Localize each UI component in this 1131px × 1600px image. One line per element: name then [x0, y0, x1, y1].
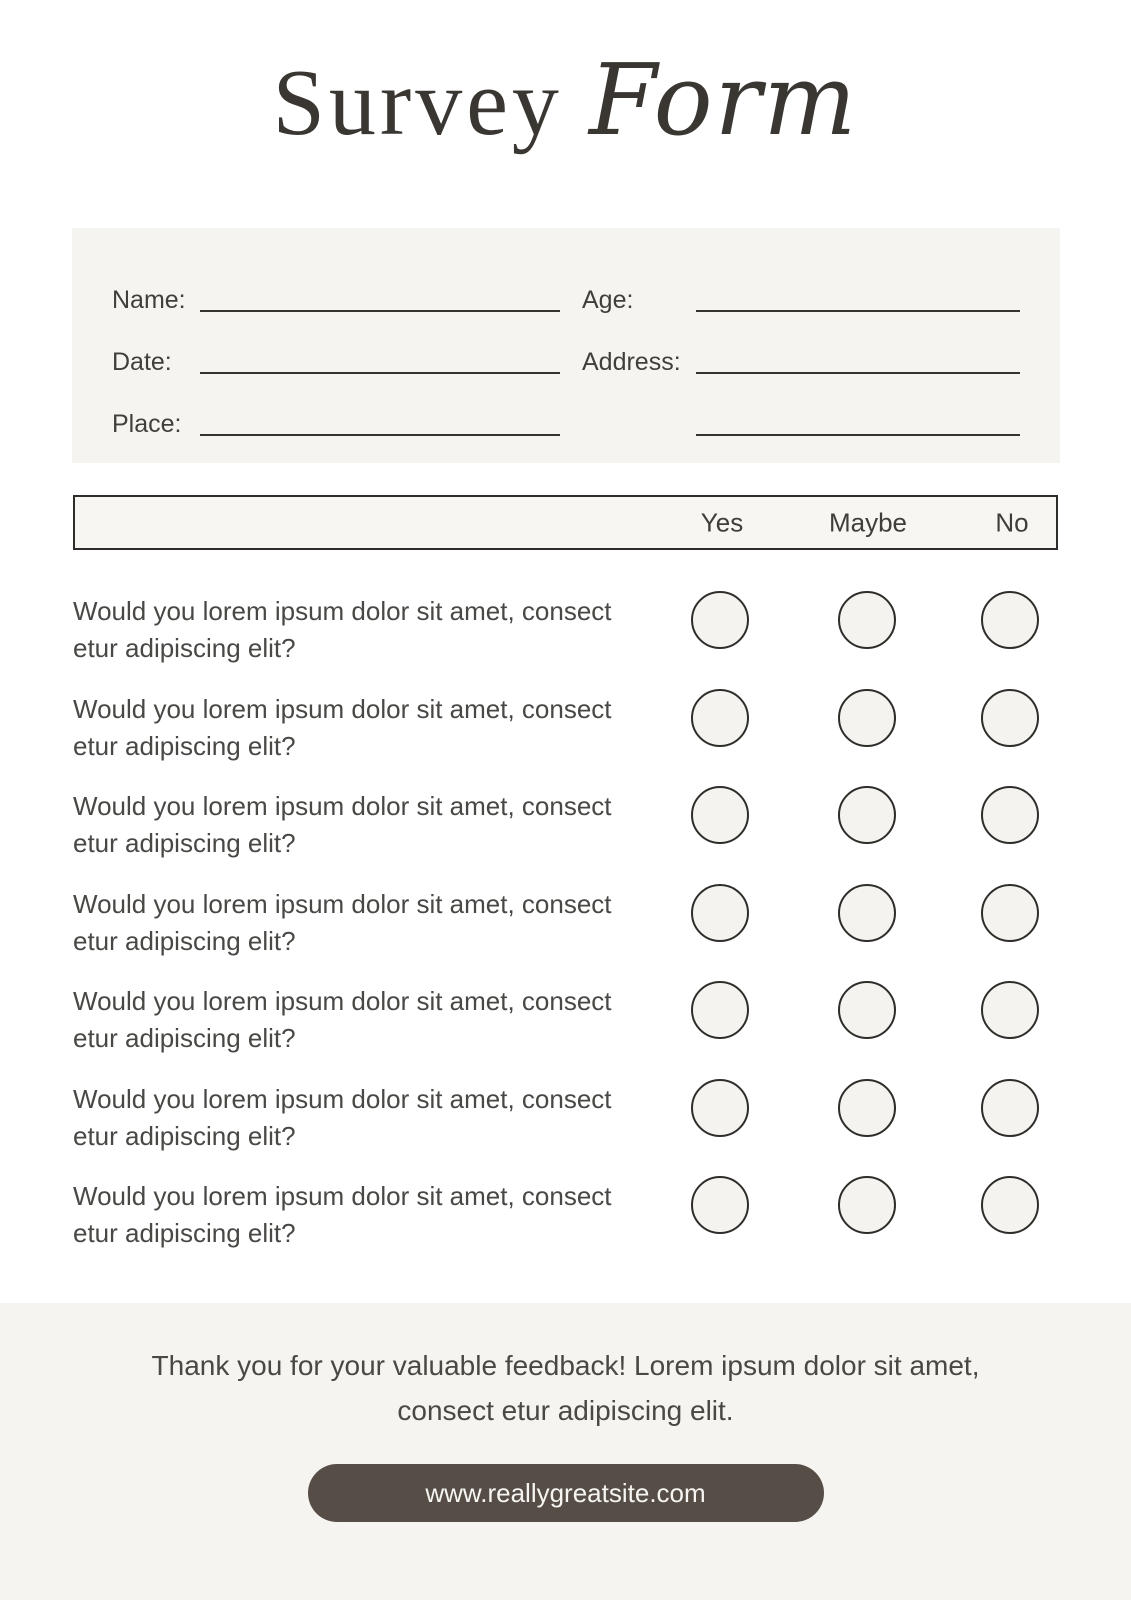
radio-no-q6[interactable]: [981, 1079, 1039, 1137]
name-label: Name:: [112, 286, 186, 314]
question-text: [73, 886, 638, 960]
question-text: [73, 593, 638, 667]
radio-maybe-q3[interactable]: [838, 786, 896, 844]
question-line2: etur adipiscing elit?: [73, 633, 296, 663]
website-url: www.reallygreatsite.com: [425, 1477, 706, 1508]
extra-input-line[interactable]: [696, 434, 1020, 436]
radio-yes-q4[interactable]: [691, 884, 749, 942]
question-text: [73, 983, 638, 1057]
radio-yes-q7[interactable]: [691, 1176, 749, 1234]
radio-no-q4[interactable]: [981, 884, 1039, 942]
date-field: [112, 316, 560, 378]
respondent-info-panel: [72, 228, 1060, 463]
date-input-line[interactable]: [200, 372, 560, 374]
extra-field: [582, 378, 1020, 440]
date-label: Date:: [112, 348, 172, 376]
place-field: [112, 378, 560, 440]
radio-no-q3[interactable]: [981, 786, 1039, 844]
title-word-form: Form: [588, 44, 859, 158]
radio-maybe-q2[interactable]: [838, 689, 896, 747]
radio-maybe-q6[interactable]: [838, 1079, 896, 1137]
question-line2: etur adipiscing elit?: [73, 1120, 296, 1151]
address-label: Address:: [582, 348, 681, 376]
question-line1: Would you lorem ipsum dolor sit amet, consect: [73, 791, 612, 821]
question-line2: etur adipiscing elit?: [73, 1218, 296, 1248]
radio-yes-q3[interactable]: [691, 786, 749, 844]
question-row-1: [73, 584, 1058, 682]
question-line1: Would you lorem ipsum dolor sit amet, consect: [73, 986, 612, 1016]
answers-header-bar: [73, 495, 1058, 550]
question-line2: etur adipiscing elit?: [73, 1023, 296, 1053]
question-text: [73, 1081, 638, 1155]
question-row-6: [73, 1072, 1058, 1170]
radio-maybe-q5[interactable]: [838, 981, 896, 1039]
page-title: [0, 44, 1131, 158]
radio-yes-q6[interactable]: [691, 1079, 749, 1137]
radio-yes-q5[interactable]: [691, 981, 749, 1039]
age-input-line[interactable]: [696, 310, 1020, 312]
name-input-line[interactable]: [200, 310, 560, 312]
column-header-no: No: [995, 507, 1029, 537]
question-line1: Would you lorem ipsum dolor sit amet, consect: [73, 1181, 612, 1211]
name-field: [112, 254, 560, 316]
question-row-3: [73, 779, 1058, 877]
radio-no-q7[interactable]: [981, 1176, 1039, 1234]
question-line1: Would you lorem ipsum dolor sit amet, consect: [73, 888, 612, 919]
question-line1: Would you lorem ipsum dolor sit amet, consect: [73, 693, 612, 724]
question-row-7: [73, 1169, 1058, 1267]
question-line1: Would you lorem ipsum dolor sit amet, consect: [73, 1083, 612, 1114]
question-text: [73, 788, 638, 862]
question-row-5: [73, 974, 1058, 1072]
question-text: [73, 1178, 638, 1252]
title-word-survey: Survey: [272, 51, 563, 155]
radio-maybe-q4[interactable]: [838, 884, 896, 942]
radio-yes-q2[interactable]: [691, 689, 749, 747]
radio-no-q2[interactable]: [981, 689, 1039, 747]
address-field: [582, 316, 1020, 378]
age-label: Age:: [582, 286, 634, 314]
question-line2: etur adipiscing elit?: [73, 828, 296, 858]
thank-you-text: Thank you for your valuable feedback! Lorem ipsum dolor sit amet, consect etur adipiscing elit.: [151, 1350, 980, 1426]
address-input-line[interactable]: [696, 372, 1020, 374]
place-input-line[interactable]: [200, 434, 560, 436]
question-text: [73, 691, 638, 765]
questions-list: [73, 584, 1058, 1267]
column-header-maybe: Maybe: [828, 507, 908, 537]
radio-yes-q1[interactable]: [691, 591, 749, 649]
question-line2: etur adipiscing elit?: [73, 730, 296, 761]
website-button[interactable]: [308, 1464, 824, 1522]
radio-no-q1[interactable]: [981, 591, 1039, 649]
info-fields-grid: [112, 254, 1020, 440]
place-label: Place:: [112, 410, 182, 438]
footer-section: [0, 1303, 1131, 1600]
radio-no-q5[interactable]: [981, 981, 1039, 1039]
age-field: [582, 254, 1020, 316]
radio-maybe-q7[interactable]: [838, 1176, 896, 1234]
question-row-2: [73, 682, 1058, 780]
radio-maybe-q1[interactable]: [838, 591, 896, 649]
question-row-4: [73, 877, 1058, 975]
question-line1: Would you lorem ipsum dolor sit amet, consect: [73, 596, 612, 626]
question-line2: etur adipiscing elit?: [73, 925, 296, 956]
extra-label: [582, 438, 694, 440]
column-header-yes: Yes: [700, 507, 744, 537]
